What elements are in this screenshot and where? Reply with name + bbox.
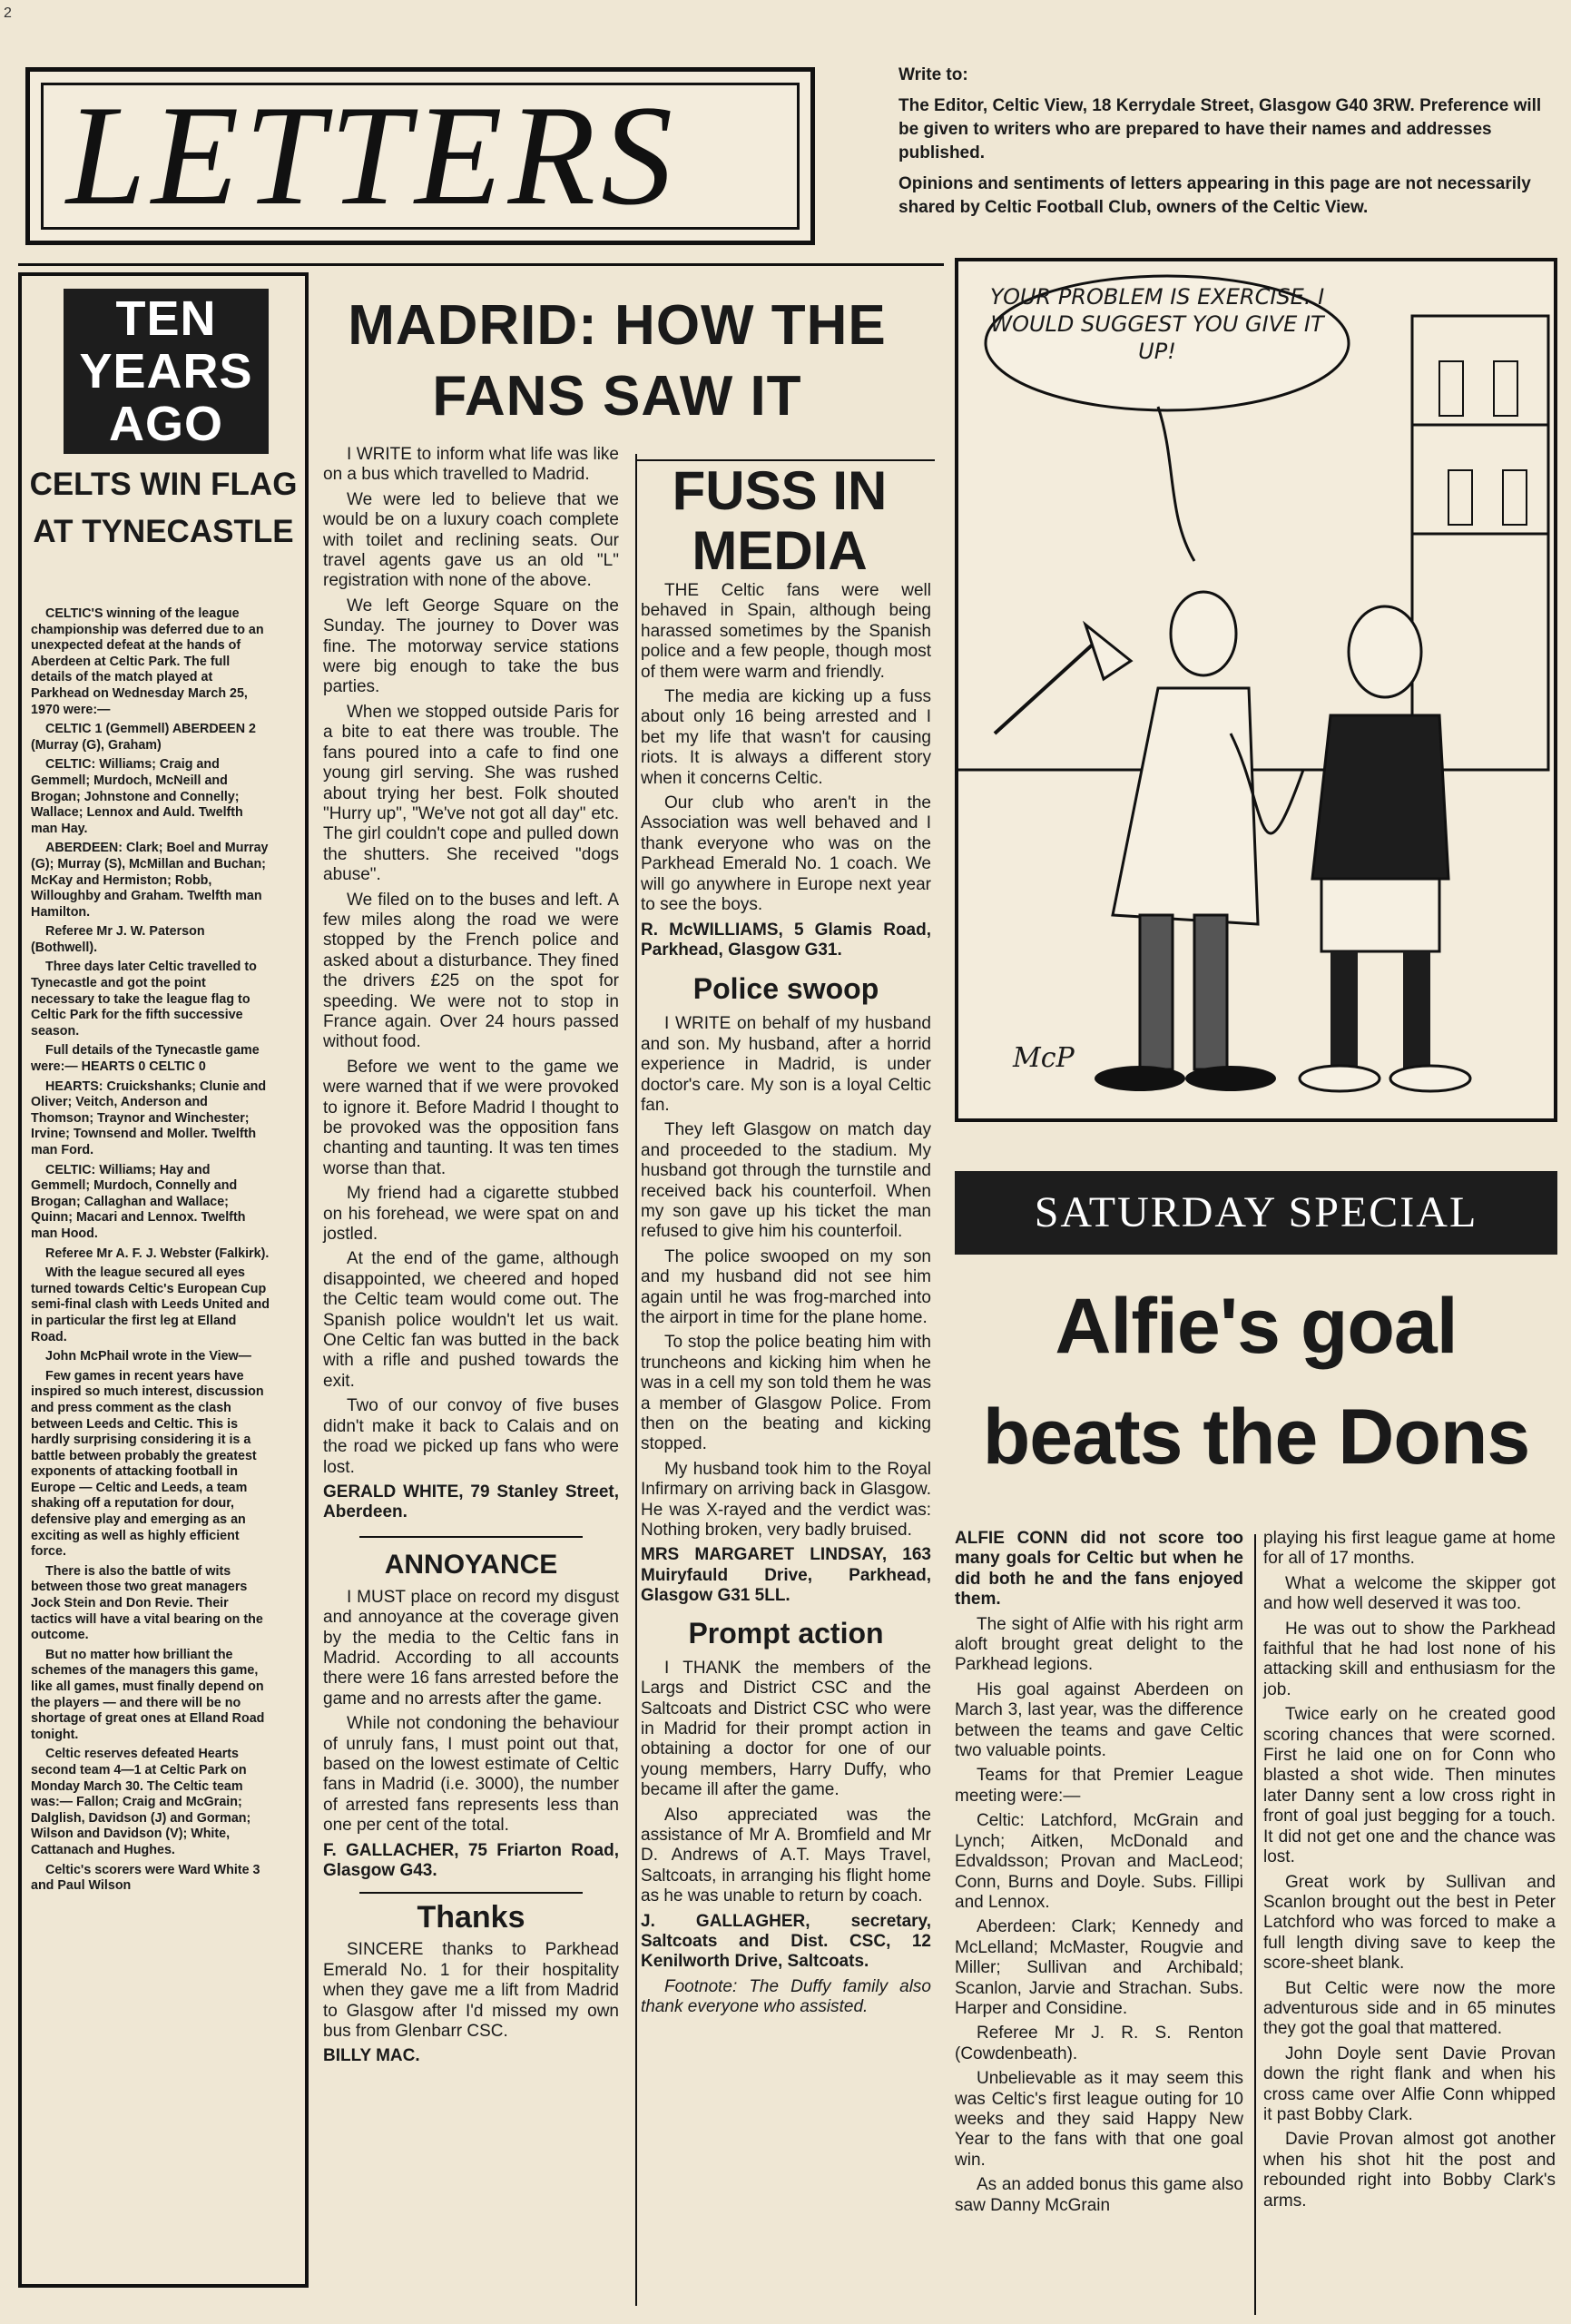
paragraph: His goal against Aberdeen on March 3, last year, was the difference between the teams and gave Celtic two valuable points. bbox=[955, 1679, 1243, 1761]
paragraph: While not condoning the behaviour of unruly fans, I must point out that, based on the lowest estimate of Celtic fans in Madrid (i.e. 3000), the number of arrested fans represents less than one per cent of the total. bbox=[323, 1714, 619, 1836]
letter-signature: MRS MARGARET LINDSAY, 163 Muiryfauld Drive, Parkhead, Glasgow G31 5LL. bbox=[641, 1545, 931, 1606]
paragraph: Celtic's scorers were Ward White 3 and Paul Wilson bbox=[31, 1862, 260, 1894]
paragraph: SINCERE thanks to Parkhead Emerald No. 1 for their hospitality when they gave me a lift from Madrid to Glasgow after I'd missed my own bus from Glenbarr CSC. bbox=[323, 1940, 619, 2042]
column-rule bbox=[1254, 1534, 1256, 2315]
paragraph: He was out to show the Parkhead faithful that he had lost none of his attacking skill and enthusiasm for the job. bbox=[1263, 1619, 1556, 1699]
fuss-headline: FUSS IN MEDIA bbox=[672, 460, 888, 581]
ten-years-ago-body bbox=[31, 606, 270, 1898]
paragraph: I MUST place on record my disgust and annoyance at the coverage given by the media to the Celtic fans in Madrid. According to all accounts there were 16 fans arrested before the game and no arrests after the game. bbox=[323, 1587, 619, 1709]
paragraph: Great work by Sullivan and Scanlon brought out the best in Peter Latchford who was forced to make a full length diving save to keep the score-sheet blank. bbox=[1263, 1872, 1556, 1974]
cartoonist-signature: McP bbox=[1013, 1042, 1075, 1074]
ten-years-ago-heading: TEN YEARS AGO bbox=[64, 289, 269, 454]
paragraph: CELTIC: Williams; Craig and Gemmell; Murdoch, McNeill and Brogan; Johnstone and Connelly; Wallace; Lennox and Auld. Twelfth man Hay. bbox=[31, 757, 243, 836]
top-rule bbox=[18, 263, 944, 266]
paragraph: The police swooped on my son and my husband did not see him again until he was frog-marched into the airport in time for the plane home. bbox=[641, 1246, 931, 1327]
lead-paragraph: ALFIE CONN did not score too many goals for Celtic but when he did both he and the fans enjoyed them. bbox=[955, 1529, 1243, 1610]
paragraph: Celtic reserves defeated Hearts second team 4—1 at Celtic Park on Monday March 30. The Celtic team was:— Fallon; Craig and McGrain; Dalglish, Davidson (J) and Gorman; Wilson and Davidson (V); White, Cattanach and Hughes. bbox=[31, 1747, 251, 1857]
paragraph: With the league secured all eyes turned towards Celtic's European Cup semi-final clash with Leeds United and in particular the first leg at Elland Road. bbox=[31, 1265, 270, 1344]
write-to-address: The Editor, Celtic View, 18 Kerrydale Street, Glasgow G40 3RW. Preference will be given to writers who are prepared to have their names and addresses published. bbox=[898, 96, 1542, 162]
masthead-title: LETTERS bbox=[66, 76, 679, 235]
paragraph: Davie Provan almost got another when his shot hit the post and rebounded right into Bobby Clark's arms. bbox=[1263, 2130, 1556, 2211]
paragraph: Aberdeen: Clark; Kennedy and McLelland; McMaster, Rougvie and Miller; Sullivan and Archibald; Scanlon, Jarvie and Strachan. Subs. Harper and Considine. bbox=[955, 1917, 1243, 2018]
letters-masthead bbox=[25, 67, 815, 245]
paragraph: But no matter how brilliant the schemes of the managers this game, like all games, must finally depend on the players — and there will be no shortage of great ones at Elland Road tonight. bbox=[31, 1647, 265, 1742]
police-headline: Police swoop bbox=[692, 972, 879, 1006]
letter-signature: GERALD WHITE, 79 Stanley Street, Aberdeen. bbox=[323, 1482, 619, 1522]
paragraph: There is also the battle of wits between those two great managers Jock Stein and Don Revie. Their tactics will have a vital bearing on the outcome. bbox=[31, 1563, 263, 1643]
letter-signature: J. GALLAGHER, secretary, Saltcoats and Dist. CSC, 12 Kenilworth Drive, Saltcoats. bbox=[641, 1911, 931, 1972]
paragraph: Celtic: Latchford, McGrain and Lynch; Aitken, McDonald and Edvaldsson; Provan and MacLeod; Conn, Burns and Doyle. Subs. Fillipi and Lennox. bbox=[955, 1811, 1243, 1912]
paragraph: When we stopped outside Paris for a bite to eat there was trouble. The fans poured into a cafe to find one young girl serving. She was rushed about trying her best. Folk shouted "Hurry up", "We've not got all day" etc. The girl couldn't cope and pulled down the shutters. She received "dogs abuse". bbox=[323, 702, 619, 885]
saturday-column-1 bbox=[955, 1529, 1243, 2221]
paragraph: Unbelievable as it may seem this was Celtic's first league outing for 10 weeks and they said Happy New Year to the fans with that one goal win. bbox=[955, 2069, 1243, 2170]
paragraph: My friend had a cigarette stubbed on his forehead, we were spat on and jostled. bbox=[323, 1184, 619, 1245]
divider bbox=[359, 1536, 583, 1538]
paragraph: The sight of Alfie with his right arm aloft brought great delight to the Parkhead legions. bbox=[955, 1614, 1243, 1675]
paragraph: Referee Mr J. R. S. Renton (Cowdenbeath). bbox=[955, 2024, 1243, 2063]
paragraph: John Doyle sent Davie Provan down the right flank and when his cross came over Alfie Conn whipped it past Bobby Clark. bbox=[1263, 2043, 1556, 2124]
saturday-special-band: SATURDAY SPECIAL bbox=[955, 1171, 1557, 1255]
annoyance-headline: ANNOYANCE bbox=[384, 1549, 558, 1580]
madrid-headline: MADRID: HOW THE FANS SAW IT bbox=[348, 294, 887, 428]
paragraph: Teams for that Premier League meeting were:— bbox=[955, 1766, 1243, 1806]
paragraph: CELTIC'S winning of the league championship was deferred due to an unexpected defeat at the hands of Aberdeen at Celtic Park. The full details of the match played at Parkhead on Wednesday March 25, 1970 were:— bbox=[31, 606, 264, 717]
paragraph: I WRITE on behalf of my husband and son. My husband, after a horrid experience in Madrid, is under doctor's care. My son is a loyal Celtic fan. bbox=[641, 1014, 931, 1115]
footnote: Footnote: The Duffy family also thank everyone who assisted. bbox=[641, 1976, 931, 2017]
letter-signature: R. McWILLIAMS, 5 Glamis Road, Parkhead, Glasgow G31. bbox=[641, 920, 931, 960]
paragraph: Three days later Celtic travelled to Tynecastle and got the point necessary to take the league flag to Celtic Park for the fifth successive season. bbox=[31, 960, 257, 1039]
cartoon-panel bbox=[955, 258, 1557, 1122]
prompt-headline: Prompt action bbox=[688, 1616, 884, 1649]
paragraph: Our club who aren't in the Association was well behaved and I thank everyone who was on the Parkhead Emerald No. 1 coach. We will go anywhere in Europe next year to see the boys. bbox=[641, 793, 931, 915]
letter-signature: BILLY MAC. bbox=[323, 2046, 420, 2066]
column-rule bbox=[635, 454, 637, 2306]
paragraph: THE Celtic fans were well behaved in Spain, although being harassed sometimes by the Spanish police and a few people, though most of them were warm and friendly. bbox=[641, 581, 931, 682]
thanks-headline: Thanks bbox=[417, 1900, 525, 1935]
fuss-letter-column bbox=[641, 581, 931, 2023]
paragraph: John McPhail wrote in the View— bbox=[45, 1349, 251, 1364]
write-to-disclaimer: Opinions and sentiments of letters appearing in this page are not necessarily shared by Celtic Football Club, owners of the Celtic View. bbox=[898, 174, 1531, 217]
paragraph: Twice early on he created good scoring chances that were scorned. First he laid one on for Conn who blasted a shot wide. Then minutes later Danny sent a low cross right in front of goal just begging for a touch. It did not get one and the chance was lost. bbox=[1263, 1705, 1556, 1867]
paragraph: We filed on to the buses and left. A few miles along the road we were stopped by the French police and asked about a disturbance. They fined the drivers £25 on the spot for speeding. We were not to stop in France again. Over 24 hours passed without food. bbox=[323, 890, 619, 1052]
paragraph: We were led to believe that we would be on a luxury coach complete with toilet and reclining seats. Our travel agents gave us an old "L" registration with none of the above. bbox=[323, 489, 619, 591]
paragraph: Few games in recent years have inspired so much interest, discussion and press comment as the clash between Leeds and Celtic. This is hardly surprising considering it is a battle between probably the greatest exponents of attacking football in Europe — Celtic and Leeds, a team shaking off a reputation for dour, defensive play and emerging as an exciting as well as highly efficient force. bbox=[31, 1368, 264, 1560]
write-to-notice bbox=[898, 64, 1545, 227]
paragraph: CELTIC 1 (Gemmell) ABERDEEN 2 (Murray (G), Graham) bbox=[31, 722, 256, 753]
paragraph: What a welcome the skipper got and how well deserved it was too. bbox=[1263, 1573, 1556, 1614]
madrid-letter-column bbox=[323, 445, 619, 2072]
cartoon-speech-bubble: YOUR PROBLEM IS EXERCISE. I WOULD SUGGEST YOU GIVE IT UP! bbox=[989, 284, 1325, 364]
paragraph: Referee Mr A. F. J. Webster (Falkirk). bbox=[45, 1246, 270, 1261]
paragraph: ABERDEEN: Clark; Boel and Murray (G); Murray (S), McMillan and Buchan; McKay and Hermiston; Robb, Willoughby and Graham. Twelfth man Hamilton. bbox=[31, 841, 269, 920]
page-number: 2 bbox=[4, 5, 12, 21]
paragraph: playing his first league game at home for all of 17 months. bbox=[1263, 1529, 1556, 1569]
cartoon-illustration bbox=[958, 261, 1554, 1118]
paragraph: The media are kicking up a fuss about only 16 being arrested and I bet my life that wasn't for causing riots. It is always a different story when it concerns Celtic. bbox=[641, 687, 931, 788]
alfie-headline: Alfie's goal beats the Dons bbox=[982, 1283, 1530, 1481]
paragraph: Two of our convoy of five buses didn't make it back to Calais and on the road we picked up fans who were lost. bbox=[323, 1396, 619, 1477]
paragraph: Before we went to the game we were warned that if we were provoked to ignore it. Before Madrid I thought to be provoked was the opposition fans chanting and taunting. It was ten times worse than that. bbox=[323, 1057, 619, 1178]
paragraph: I WRITE to inform what life was like on a bus which travelled to Madrid. bbox=[323, 445, 619, 485]
divider bbox=[359, 1892, 583, 1894]
paragraph: As an added bonus this game also saw Danny McGrain bbox=[955, 2175, 1243, 2215]
paragraph: CELTIC: Williams; Hay and Gemmell; Murdoch, Connelly and Brogan; Callaghan and Wallace; Quinn; Macari and Lennox. Twelfth man Hood. bbox=[31, 1162, 246, 1241]
paragraph: Referee Mr J. W. Paterson (Bothwell). bbox=[31, 924, 205, 955]
paragraph: They left Glasgow on match day and proceeded to the stadium. My husband got through the turnstile and received back his counterfoil. When my son gave up his ticket the man refused to give him his counterfoil. bbox=[641, 1120, 931, 1242]
ten-years-ago-title: CELTS WIN FLAG AT TYNECASTLE bbox=[29, 467, 298, 549]
paragraph: Full details of the Tynecastle game were:— HEARTS 0 CELTIC 0 bbox=[31, 1043, 260, 1075]
paragraph: But Celtic were now the more adventurous side and in 65 minutes they got the goal that mattered. bbox=[1263, 1978, 1556, 2039]
paragraph: HEARTS: Cruickshanks; Clunie and Oliver; Veitch, Anderson and Thomson; Traynor and Winchester; Irvine; Townsend and Moller. Twelfth man Ford. bbox=[31, 1078, 267, 1157]
paragraph: My husband took him to the Royal Infirmary on arriving back in Glasgow. He was X-rayed and the verdict was: Nothing broken, very badly bruised. bbox=[641, 1459, 931, 1541]
paragraph: At the end of the game, although disappointed, we cheered and hoped the Celtic team would come out. The Spanish police wouldn't let us wait. One Celtic fan was butted in the back with a rifle and pushed towards the exit. bbox=[323, 1249, 619, 1391]
paragraph: To stop the police beating him with truncheons and kicking him when he was in a cell my son told them he was a member of Glasgow Police. From then on the beating and kicking stopped. bbox=[641, 1333, 931, 1454]
paragraph: We left George Square on the Sunday. The journey to Dover was fine. The motorway service stations were big enough to take the bus parties. bbox=[323, 596, 619, 697]
paragraph: I THANK the members of the Largs and District CSC and the Saltcoats and District CSC who were in Madrid for their prompt action in obtaining a doctor for one of our young members, Harry Duffy, who became ill after the game. bbox=[641, 1658, 931, 1800]
paragraph: Also appreciated was the assistance of Mr A. Bromfield and Mr D. Andrews of A.T. Mays Travel, Saltcoats, in arranging his flight home as he was unable to return by coach. bbox=[641, 1805, 931, 1906]
write-to-label: Write to: bbox=[898, 65, 968, 84]
saturday-column-2 bbox=[1263, 1529, 1556, 2216]
letter-signature: F. GALLACHER, 75 Friarton Road, Glasgow G43. bbox=[323, 1840, 619, 1880]
